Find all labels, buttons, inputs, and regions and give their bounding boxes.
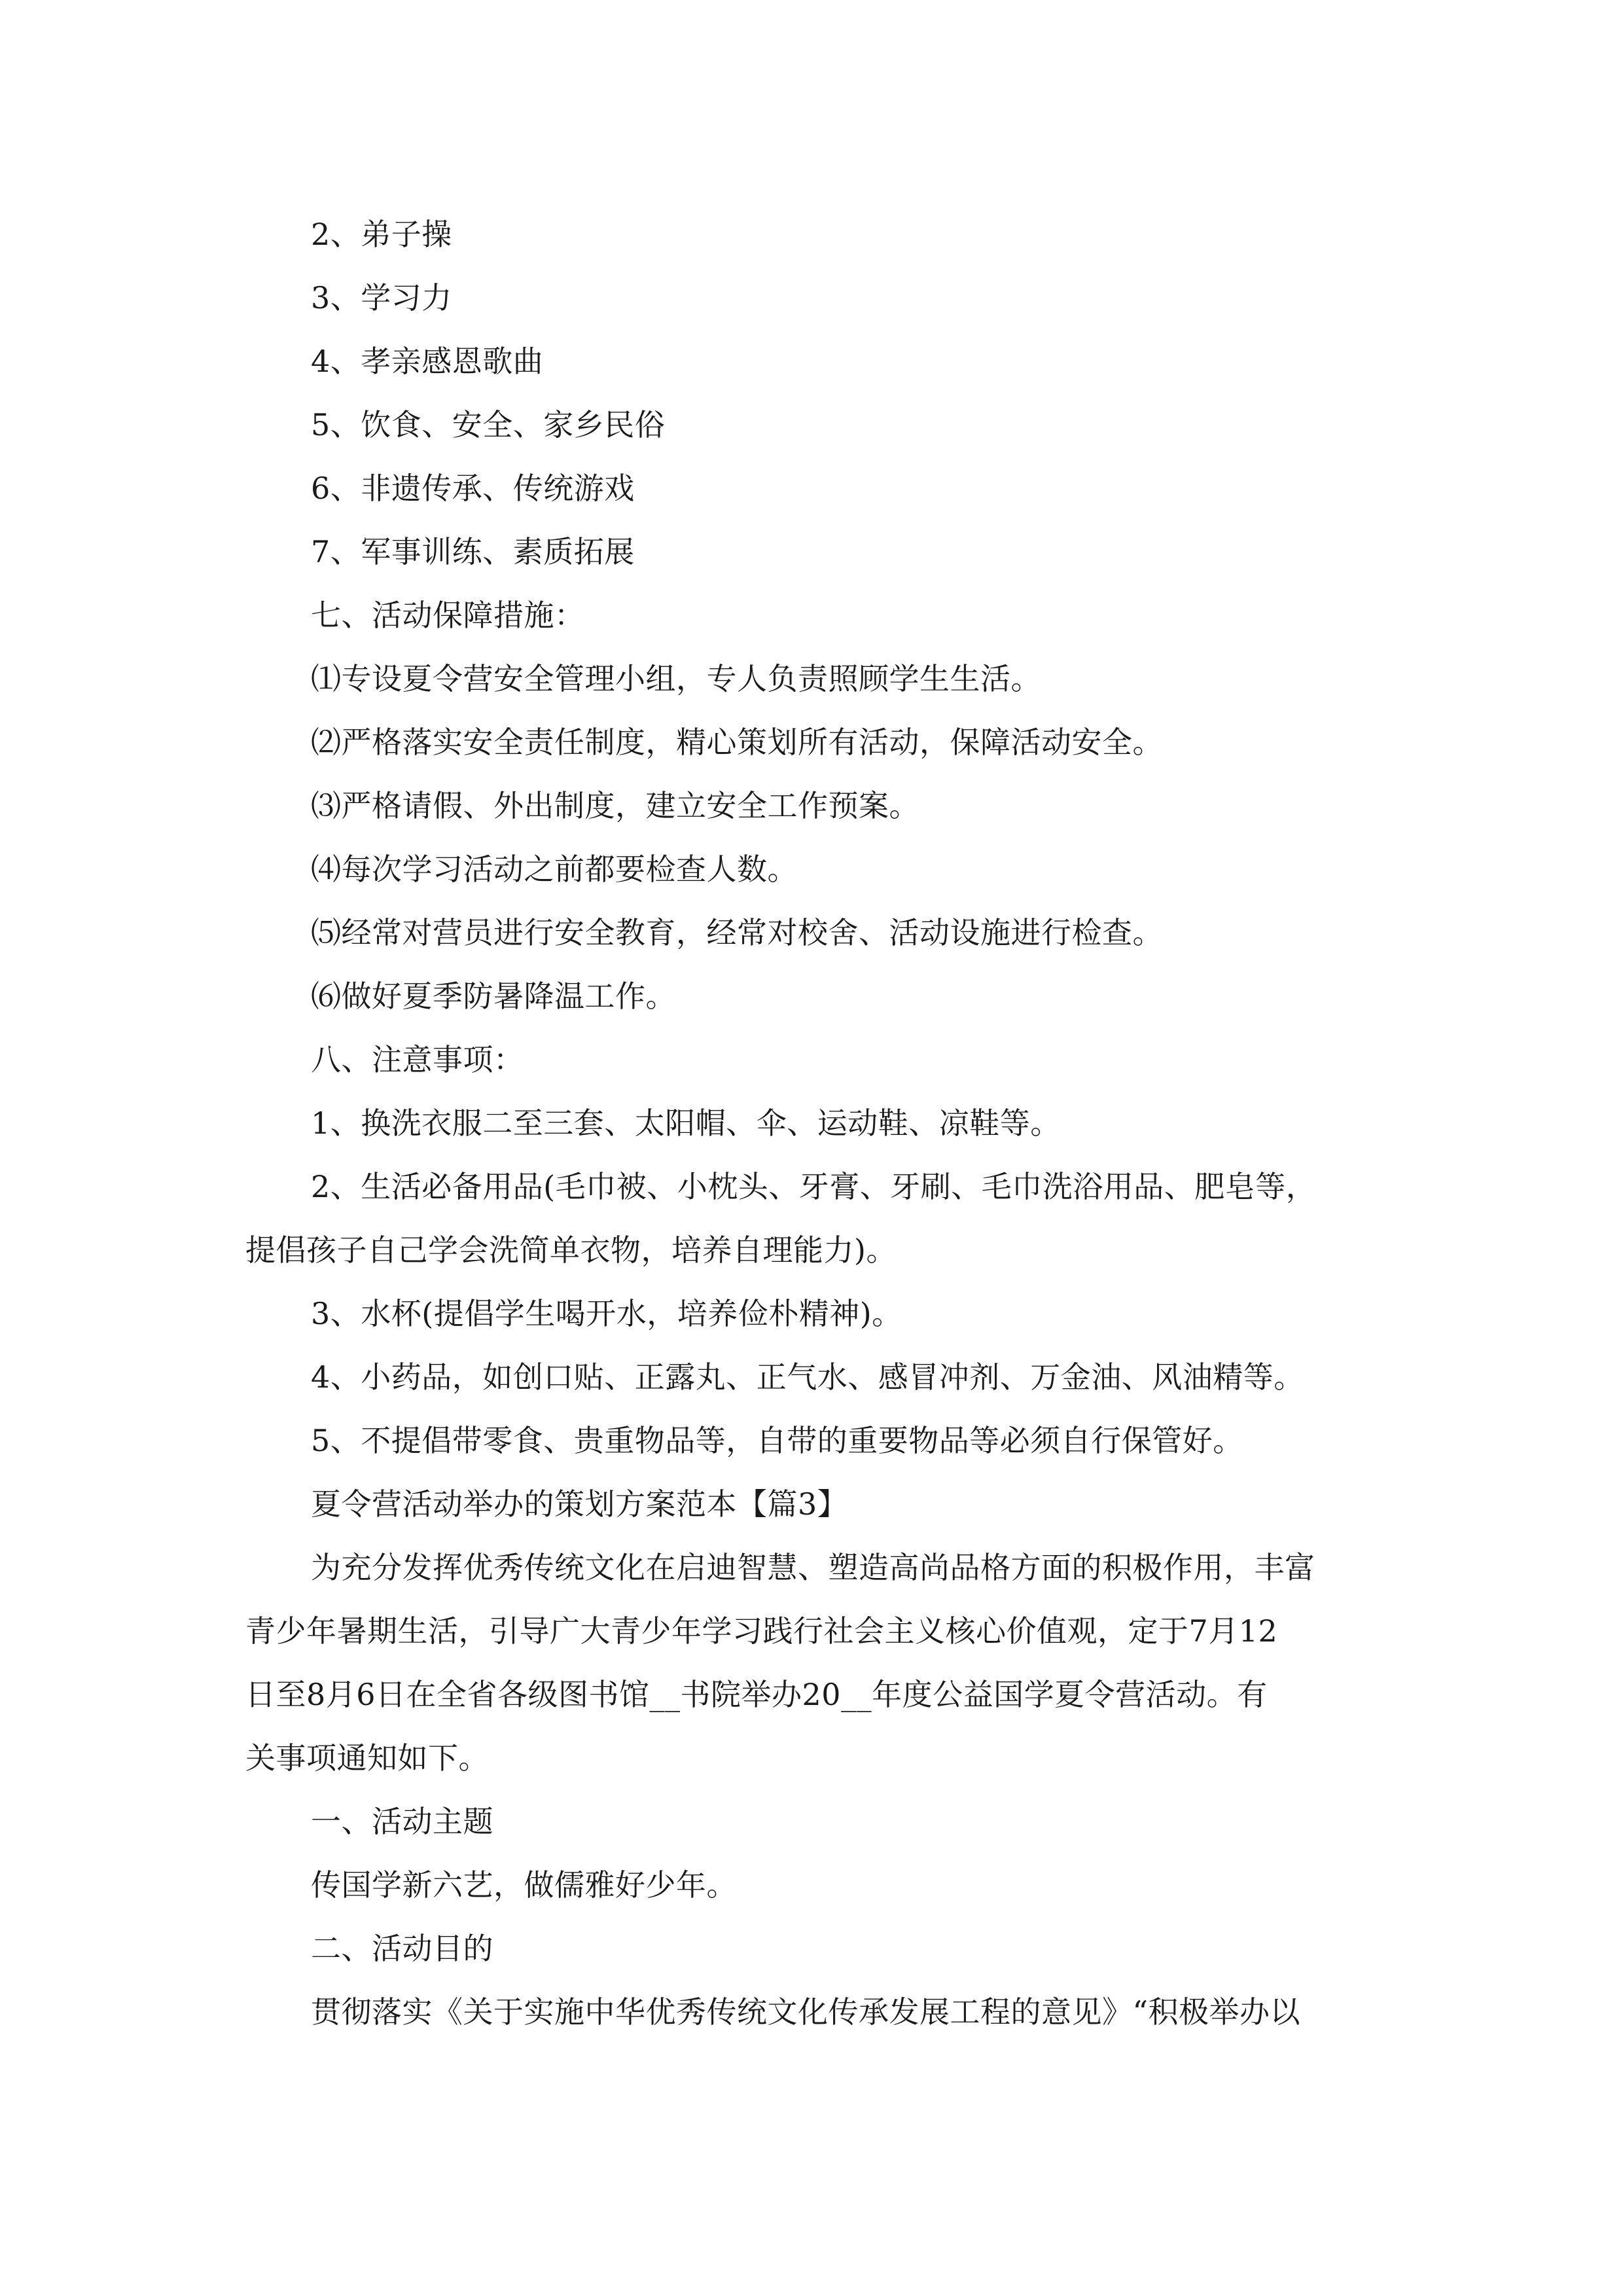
text-line: 八、注意事项： [311,1042,524,1077]
text-line: 传国学新六艺，做儒雅好少年。 [311,1867,737,1903]
text-line: 5、不提倡带零食、贵重物品等，自带的重要物品等必须自行保管好。 [311,1423,1243,1458]
text-line: 七、活动保障措施： [311,598,585,633]
text-line: 7、军事训练、素质拓展 [311,534,635,569]
text-line: 二、活动目的 [311,1931,493,1966]
text-line: 为充分发挥优秀传统文化在启迪智慧、塑造高尚品格方面的积极作用，丰富 [311,1550,1315,1585]
text-line: ⑸经常对营员进行安全教育，经常对校舍、活动设施进行检查。 [311,915,1163,950]
text-line: 2、生活必备用品(毛巾被、小枕头、牙膏、牙刷、毛巾洗浴用品、肥皂等， [311,1169,1317,1204]
text-line: 1、换洗衣服二至三套、太阳帽、伞、运动鞋、凉鞋等。 [311,1105,1061,1141]
text-line: ⑹做好夏季防暑降温工作。 [311,978,676,1014]
text-line: 夏令营活动举办的策划方案范本【篇3】 [311,1486,848,1522]
text-line: 日至8月6日在全省各级图书馆__书院举办20__年度公益国学夏令营活动。有 [245,1677,1268,1712]
document-body [245,203,1381,2044]
text-line: ⑷每次学习活动之前都要检查人数。 [311,852,798,887]
text-line: 3、学习力 [311,280,452,315]
text-line: 3、水杯(提倡学生喝开水，培养俭朴精神)。 [311,1296,902,1331]
text-line: 贯彻落实《关于实施中华优秀传统文化传承发展工程的意见》“积极举办以 [311,1994,1301,2030]
text-line: 5、饮食、安全、家乡民俗 [311,407,666,442]
text-line: ⑴专设夏令营安全管理小组，专人负责照顾学生生活。 [311,661,1041,696]
text-line: 2、弟子操 [311,217,452,252]
text-line: ⑵严格落实安全责任制度，精心策划所有活动，保障活动安全。 [311,725,1163,760]
text-line: 4、小药品，如创口贴、正露丸、正气水、感冒冲剂、万金油、风油精等。 [311,1359,1304,1395]
text-line: 提倡孩子自己学会洗简单衣物，培养自理能力)。 [245,1232,897,1268]
text-line: 6、非遗传承、传统游戏 [311,471,635,506]
text-line: 青少年暑期生活，引导广大青少年学习践行社会主义核心价值观，定于7月12 [245,1613,1278,1649]
text-line: 4、孝亲感恩歌曲 [311,344,544,379]
text-line: ⑶严格请假、外出制度，建立安全工作预案。 [311,788,919,823]
text-line: 关事项通知如下。 [245,1740,489,1776]
text-line: 一、活动主题 [311,1804,493,1839]
